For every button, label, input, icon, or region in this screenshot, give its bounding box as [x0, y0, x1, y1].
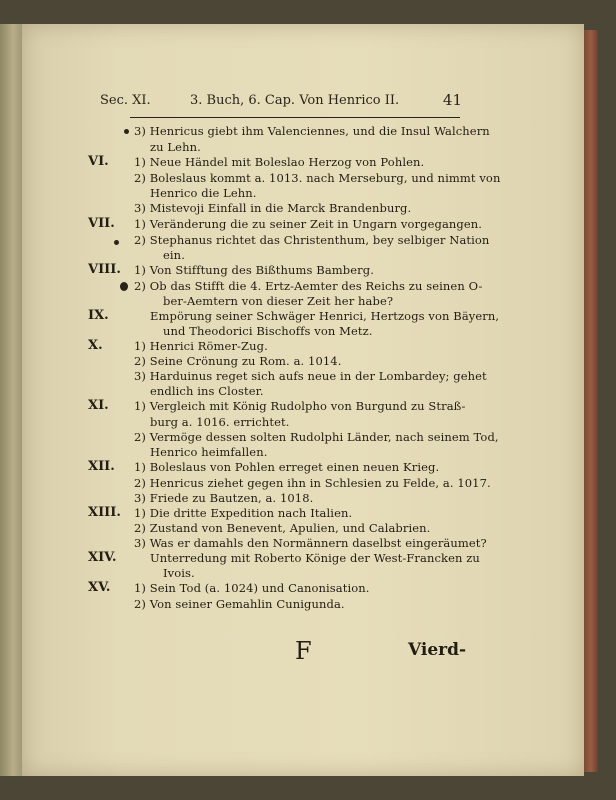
section-numeral: XII. — [88, 459, 115, 474]
entry-line: 3) Harduinus reget sich aufs neue in der Lombardey; gehet — [134, 369, 487, 383]
chapter-title: 3. Buch, 6. Cap. Von Henrico II. — [190, 93, 400, 108]
entry-line: burg a. 1016. errichtet. — [150, 415, 290, 429]
section-numeral: XV. — [88, 580, 111, 595]
entry-line: 1) Boleslaus von Pohlen erreget einen neuen Krieg. — [134, 460, 440, 474]
entry-line: 2) Zustand von Benevent, Apulien, und Calabrien. — [134, 521, 431, 535]
section-numeral: VIII. — [88, 262, 121, 277]
section-numeral: VII. — [88, 216, 115, 231]
entry-line: 2) Vermöge dessen solten Rudolphi Länder, nach seinem Tod, — [134, 430, 499, 444]
section-numeral: XIII. — [88, 505, 121, 520]
entry-line: 3) Mistevoji Einfall in die Marck Brandenburg. — [134, 201, 412, 215]
entry-line: 2) Henricus ziehet gegen ihn in Schlesien zu Felde, a. 1017. — [134, 476, 491, 490]
entry-line: Unterredung mit Roberto Könige der West-Francken zu — [150, 551, 480, 565]
entry-line: Henrico die Lehn. — [150, 186, 257, 200]
ink-spot — [120, 282, 128, 291]
section-numeral: XIV. — [88, 550, 117, 565]
entry-line: 1) Vergleich mit König Rudolpho von Burgund zu Straß- — [134, 399, 466, 413]
entry-line: 3) Friede zu Bautzen, a. 1018. — [134, 491, 314, 505]
entry-line: 2) Ob das Stifft die 4. Ertz-Aemter des Reichs zu seinen O- — [134, 279, 483, 293]
entry-line: 2) Boleslaus kommt a. 1013. nach Merseburg, und nimmt von — [134, 171, 501, 185]
entry-line: und Theodorici Bischoffs von Metz. — [163, 324, 373, 338]
entry-line: 1) Sein Tod (a. 1024) und Canonisation. — [134, 581, 370, 595]
section-numeral: IX. — [88, 308, 109, 323]
entry-line: ber-Aemtern von dieser Zeit her habe? — [163, 294, 394, 308]
section-numeral: VI. — [88, 154, 109, 169]
entry-line: 3) Henricus giebt ihm Valenciennes, und die Insul Walchern — [134, 124, 490, 138]
catchword: Vierd- — [408, 640, 467, 660]
entry-line: Ivois. — [163, 566, 195, 580]
entry-line: 1) Neue Händel mit Boleslao Herzog von Pohlen. — [134, 155, 425, 169]
ink-spot — [114, 240, 119, 245]
entry-line: 2) Seine Crönung zu Rom. a. 1014. — [134, 354, 342, 368]
entry-line: zu Lehn. — [150, 140, 201, 154]
entry-line: 1) Von Stifftung des Bißthums Bamberg. — [134, 263, 374, 277]
entry-line: 1) Veränderung die zu seiner Zeit in Ungarn vorgegangen. — [134, 217, 483, 231]
section-label: Sec. XI. — [100, 93, 151, 108]
entry-line: Henrico heimfallen. — [150, 445, 268, 459]
entry-line: 2) Stephanus richtet das Christenthum, bey selbiger Nation — [134, 233, 490, 247]
signature-mark: F — [295, 637, 312, 665]
page-number: 41 — [442, 91, 462, 109]
entry-line: Empörung seiner Schwäger Henrici, Hertzogs von Bäyern, — [150, 309, 500, 323]
entry-line: ein. — [163, 248, 185, 262]
entry-line: 1) Henrici Römer-Zug. — [134, 339, 268, 353]
section-numeral: X. — [88, 338, 103, 353]
entry-line: 1) Die dritte Expedition nach Italien. — [134, 506, 353, 520]
entry-line: endlich ins Closter. — [150, 384, 264, 398]
section-numeral: XI. — [88, 398, 109, 413]
ink-spot — [124, 129, 129, 134]
entry-line: 2) Von seiner Gemahlin Cunigunda. — [134, 597, 345, 611]
entry-line: 3) Was er damahls den Normännern daselbst eingeräumet? — [134, 536, 487, 550]
